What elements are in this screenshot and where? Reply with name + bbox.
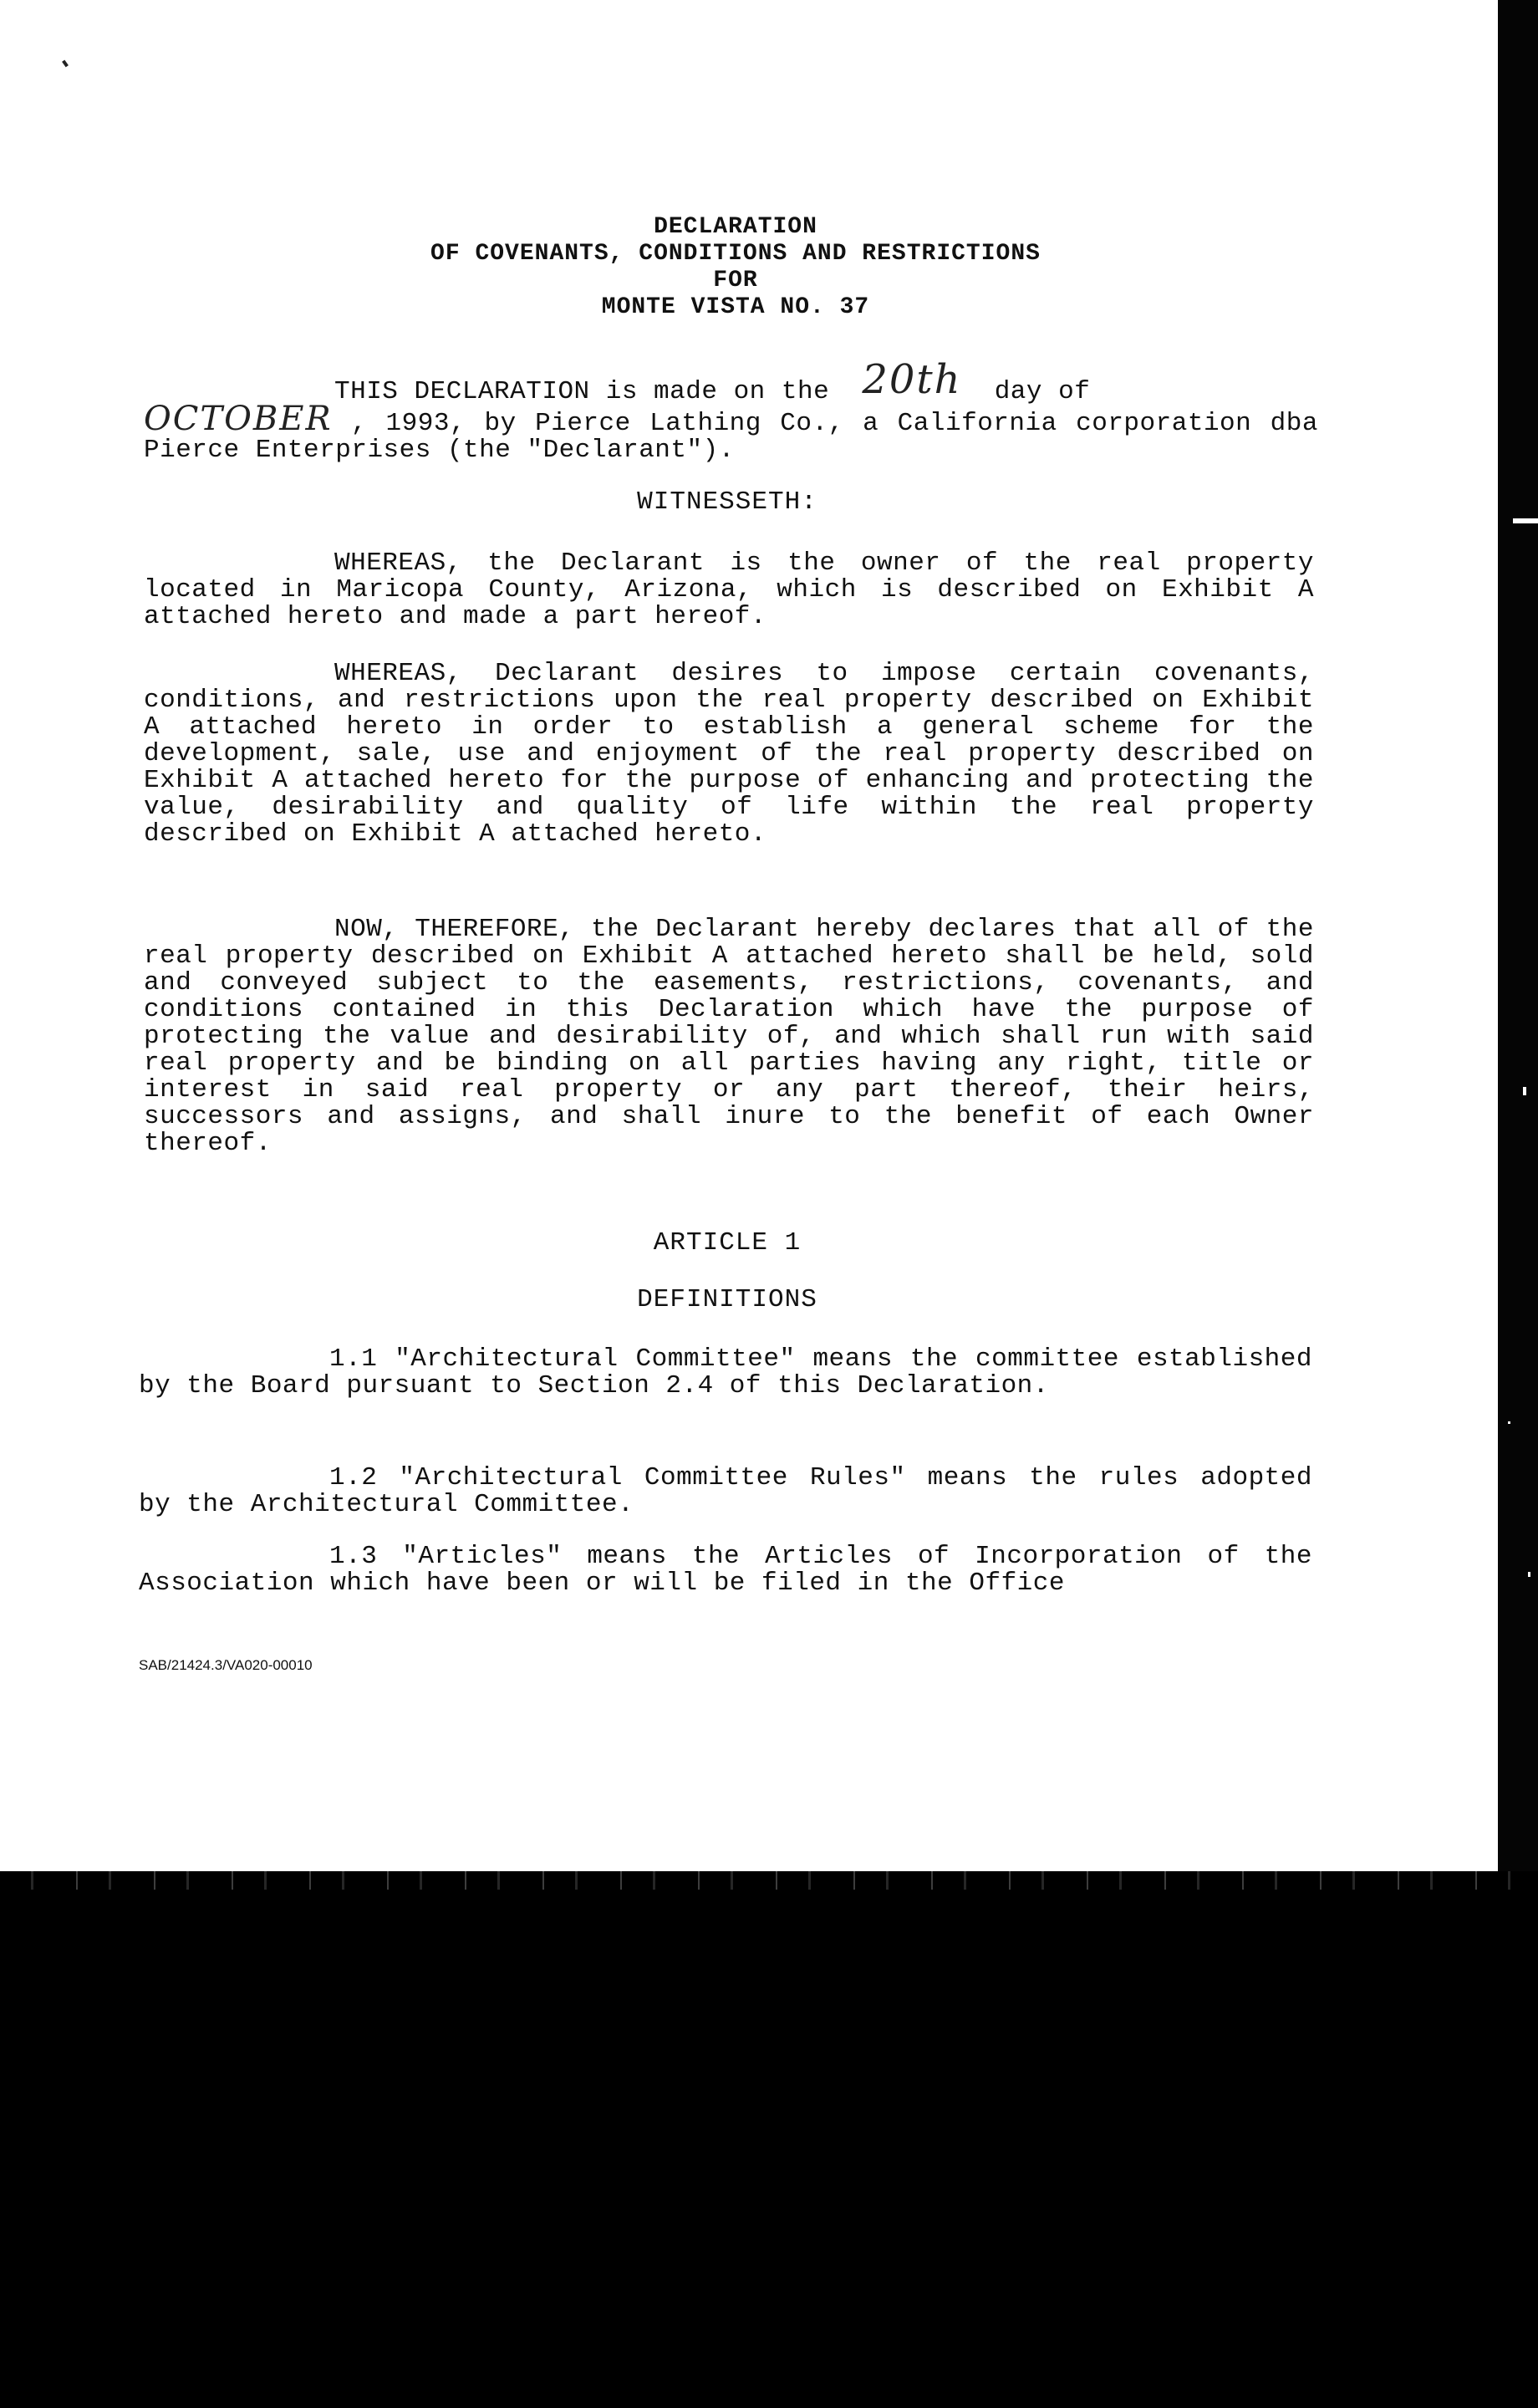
title-line-4: MONTE VISTA NO. 37: [601, 294, 870, 320]
definition-1-2: [139, 1465, 1312, 1518]
whereas-paragraph-1: [144, 550, 1314, 630]
title-line-3: FOR: [713, 268, 758, 293]
definition-1-1-text: 1.1 "Architectural Committee" means the committee established by the Board pursuant to Section 2.4 of this Declaration.: [139, 1344, 1312, 1400]
therefore-text: NOW, THEREFORE, the Declarant hereby declares that all of the real property described on Exhibit A attached hereto shall be held, sold and conveyed subject to the easements, restrictions, covenants, and conditions contained in this Declaration which have the purpose of protecting the value and desirability of, and which shall run with said real property and be binding on all parties having any right, title or interest in said real property or any part thereof, their heirs, successors and assigns, and shall inure to the benefit of each Owner thereof.: [144, 915, 1314, 1158]
opening-text-3: , 1993, by Pierce Lathing Co., a California corporation dba Pierce Enterprises (the "Declarant").: [144, 409, 1318, 465]
whereas-paragraph-2: [144, 661, 1314, 848]
definition-1-2-text: 1.2 "Architectural Committee Rules" means the rules adopted by the Architectural Committee.: [139, 1463, 1312, 1519]
whereas-2-text: WHEREAS, Declarant desires to impose certain covenants, conditions, and restrictions upon the real property described on Exhibit A attached hereto in order to establish a general scheme for the development, sale, use and enjoyment of the real property described on Exhibit A attached hereto for the purpose of enhancing and protecting the value, desirability and quality of life within the real property described on Exhibit A attached hereto.: [144, 659, 1314, 849]
definition-1-3-text: 1.3 "Articles" means the Articles of Incorporation of the Association which have been or will be filed in the Office: [139, 1542, 1312, 1598]
handwritten-month: OCTOBER: [144, 400, 333, 438]
scan-noise: [0, 1871, 1538, 1890]
article-heading: ARTICLE 1: [653, 1228, 802, 1258]
document-code: SAB/21424.3/VA020-00010: [139, 1657, 313, 1673]
definition-1-1: [139, 1346, 1312, 1400]
title-line-1: DECLARATION: [654, 214, 817, 240]
scan-border-right: [1498, 0, 1538, 1871]
title-line-2: OF COVENANTS, CONDITIONS AND RESTRICTIONS: [430, 241, 1041, 267]
definition-1-3: [139, 1543, 1312, 1597]
opening-text-1: THIS DECLARATION is made on the: [334, 377, 830, 406]
document-title: [0, 214, 1471, 321]
handwritten-day: 20th: [862, 356, 962, 403]
scan-border-bottom: [0, 1871, 1538, 2408]
opening-text-2: day of: [994, 377, 1091, 406]
scan-mark: [62, 60, 69, 68]
definitions-heading: DEFINITIONS: [637, 1285, 817, 1314]
witnesseth-heading: WITNESSETH:: [637, 487, 817, 517]
therefore-paragraph: [144, 916, 1314, 1157]
whereas-1-text: WHEREAS, the Declarant is the owner of the real property located in Maricopa County, Arizona, which is described on Exhibit A attached hereto and made a part hereof.: [144, 548, 1314, 631]
opening-paragraph: [144, 356, 1318, 465]
